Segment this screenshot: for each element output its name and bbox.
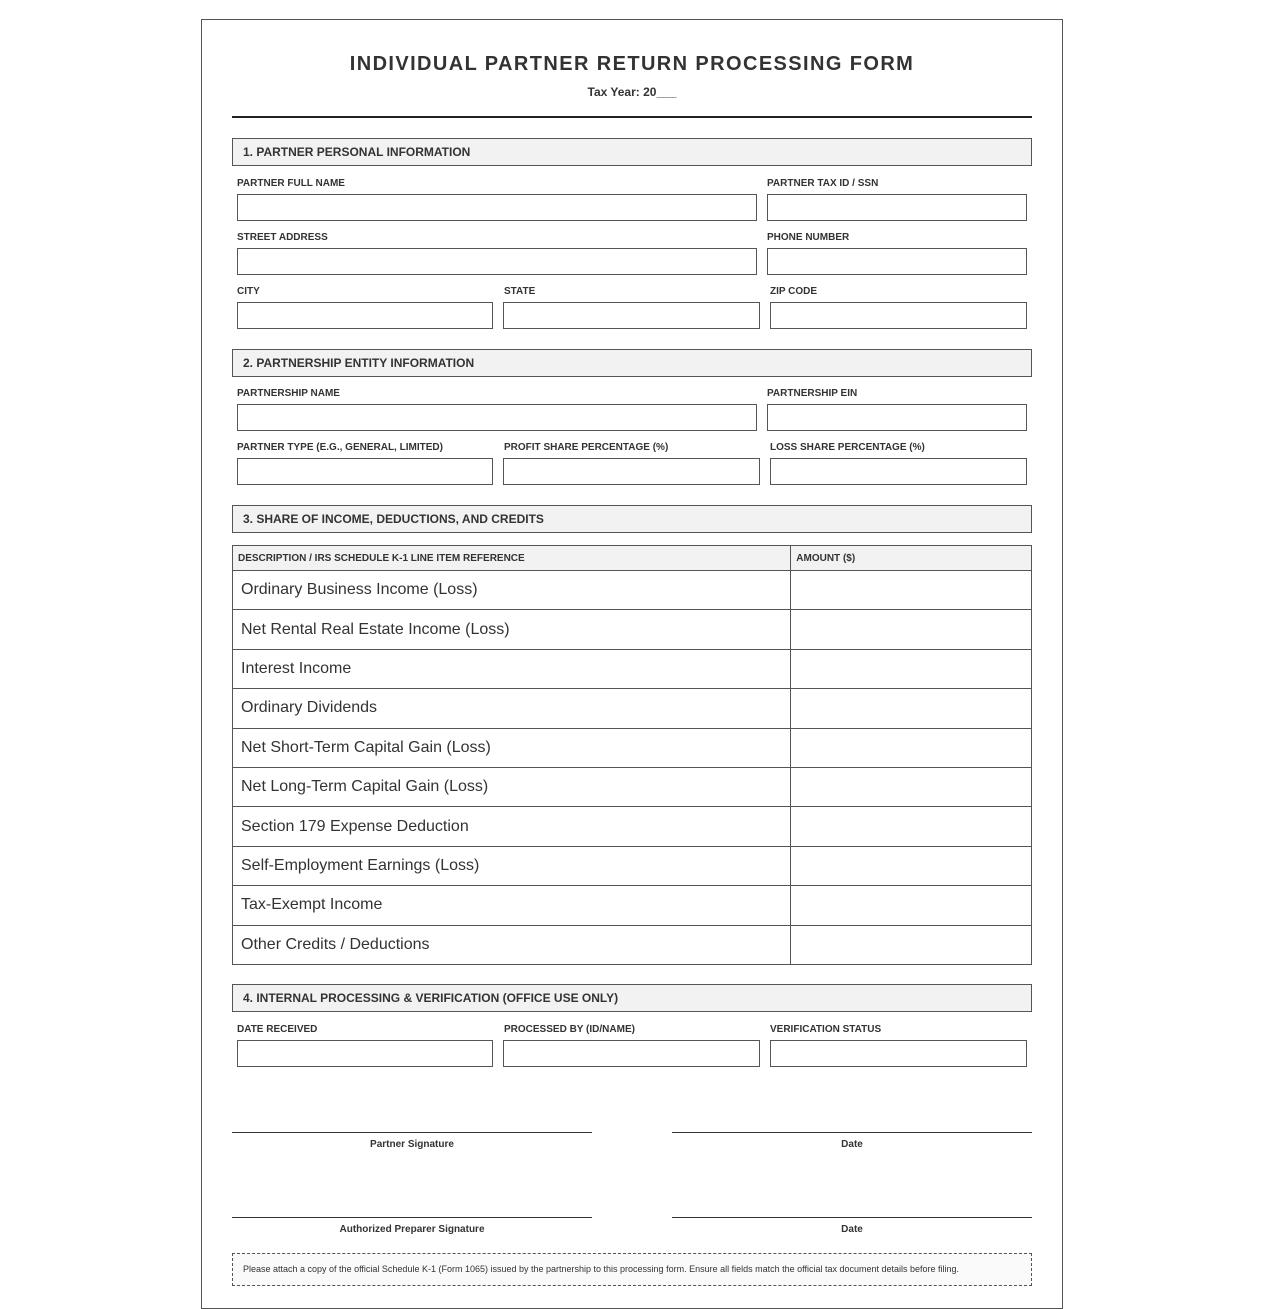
partner-date-label: Date [841, 1139, 863, 1150]
loss-share-label: LOSS SHARE PERCENTAGE (%) [770, 442, 925, 453]
city-field[interactable] [237, 302, 493, 329]
footer-note: Please attach a copy of the official Schedule K-1 (Form 1065) issued by the partnership to this processing form. Ensure all fields match the official tax document details before filing. [232, 1253, 1032, 1286]
preparer-signature-label: Authorized Preparer Signature [339, 1224, 485, 1235]
partner-full-name-label: PARTNER FULL NAME [237, 178, 345, 189]
state-label: STATE [504, 286, 536, 297]
amount-cell[interactable] [791, 571, 1032, 610]
street-address-label: STREET ADDRESS [237, 232, 328, 243]
amount-cell[interactable] [791, 925, 1032, 964]
partner-type-field[interactable] [237, 458, 493, 485]
table-row [233, 886, 1032, 925]
state-field[interactable] [503, 302, 760, 329]
partner-tax-id-label: PARTNER TAX ID / SSN [767, 178, 879, 189]
preparer-date-label: Date [841, 1224, 863, 1235]
loss-share-field[interactable] [770, 458, 1027, 485]
preparer-date-line[interactable] [672, 1217, 1032, 1218]
phone-number-field[interactable] [767, 248, 1027, 275]
partnership-ein-field[interactable] [767, 404, 1027, 431]
tax-year: Tax Year: 20___ [587, 85, 677, 99]
phone-number-label: PHONE NUMBER [767, 232, 850, 243]
table-row [233, 767, 1032, 806]
amount-cell[interactable] [791, 728, 1032, 767]
section-1-heading: 1. PARTNER PERSONAL INFORMATION [232, 138, 1032, 166]
zip-code-label: ZIP CODE [770, 286, 818, 297]
street-address-field[interactable] [237, 248, 757, 275]
line-item-description: Interest Income [233, 649, 791, 688]
header-divider [232, 116, 1032, 118]
table-row [233, 571, 1032, 610]
partner-full-name-field[interactable] [237, 194, 757, 221]
partner-signature-line[interactable] [232, 1132, 592, 1133]
date-received-field[interactable] [237, 1040, 493, 1067]
line-item-description: Net Long-Term Capital Gain (Loss) [233, 767, 791, 806]
date-received-label: DATE RECEIVED [237, 1024, 318, 1035]
table-row [233, 649, 1032, 688]
partner-signature-label: Partner Signature [370, 1139, 454, 1150]
partner-tax-id-field[interactable] [767, 194, 1027, 221]
line-item-description: Ordinary Dividends [233, 689, 791, 728]
table-row [233, 846, 1032, 885]
line-item-description: Tax-Exempt Income [233, 886, 791, 925]
line-item-description: Section 179 Expense Deduction [233, 807, 791, 846]
table-row [233, 610, 1032, 649]
amount-cell[interactable] [791, 886, 1032, 925]
verification-status-field[interactable] [770, 1040, 1027, 1067]
k1-items-table [232, 545, 1032, 965]
city-label: CITY [237, 286, 260, 297]
profit-share-field[interactable] [503, 458, 760, 485]
amount-cell[interactable] [791, 807, 1032, 846]
amount-cell[interactable] [791, 846, 1032, 885]
line-item-description: Net Short-Term Capital Gain (Loss) [233, 728, 791, 767]
description-column-header: DESCRIPTION / IRS SCHEDULE K-1 LINE ITEM REFERENCE [233, 546, 791, 571]
profit-share-label: PROFIT SHARE PERCENTAGE (%) [504, 442, 669, 453]
section-2-heading: 2. PARTNERSHIP ENTITY INFORMATION [232, 349, 1032, 377]
form-page [201, 19, 1063, 1309]
processed-by-label: PROCESSED BY (ID/NAME) [504, 1024, 635, 1035]
line-item-description: Net Rental Real Estate Income (Loss) [233, 610, 791, 649]
line-item-description: Self-Employment Earnings (Loss) [233, 846, 791, 885]
amount-cell[interactable] [791, 767, 1032, 806]
processed-by-field[interactable] [503, 1040, 760, 1067]
partnership-ein-label: PARTNERSHIP EIN [767, 388, 858, 399]
partnership-name-label: PARTNERSHIP NAME [237, 388, 340, 399]
section-3-heading: 3. SHARE OF INCOME, DEDUCTIONS, AND CREDITS [232, 505, 1032, 533]
section-4-heading: 4. INTERNAL PROCESSING & VERIFICATION (OFFICE USE ONLY) [232, 984, 1032, 1012]
table-row [233, 728, 1032, 767]
line-item-description: Other Credits / Deductions [233, 925, 791, 964]
table-row [233, 807, 1032, 846]
verification-status-label: VERIFICATION STATUS [770, 1024, 882, 1035]
preparer-signature-line[interactable] [232, 1217, 592, 1218]
table-header-row [233, 546, 1032, 571]
table-row [233, 689, 1032, 728]
form-title: INDIVIDUAL PARTNER RETURN PROCESSING FORM [349, 53, 915, 75]
zip-code-field[interactable] [770, 302, 1027, 329]
partnership-name-field[interactable] [237, 404, 757, 431]
amount-column-header: AMOUNT ($) [791, 546, 1032, 571]
table-row [233, 925, 1032, 964]
partner-date-line[interactable] [672, 1132, 1032, 1133]
line-item-description: Ordinary Business Income (Loss) [233, 571, 791, 610]
amount-cell[interactable] [791, 649, 1032, 688]
partner-type-label: PARTNER TYPE (E.G., GENERAL, LIMITED) [237, 442, 443, 453]
amount-cell[interactable] [791, 610, 1032, 649]
amount-cell[interactable] [791, 689, 1032, 728]
